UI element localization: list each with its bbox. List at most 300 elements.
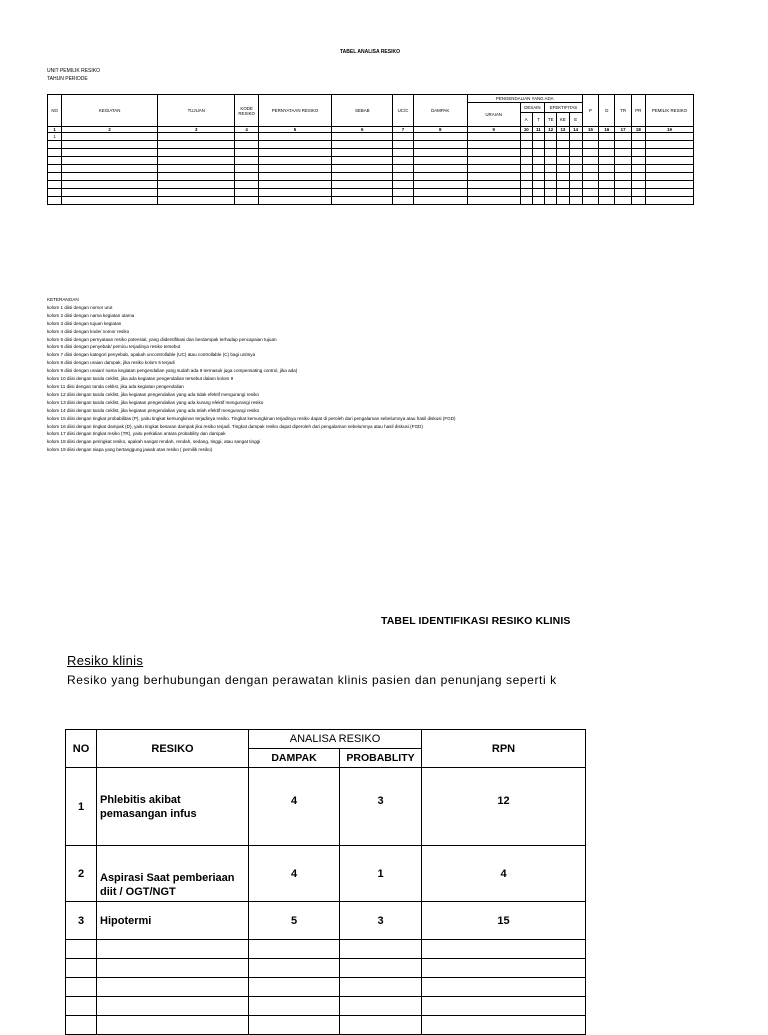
table-cell [97, 997, 249, 1016]
note-line: kolom 3 diisi dengan tujuan kegiatan [47, 320, 122, 326]
analysis-table-title: TABEL ANALISA RESIKO [339, 49, 400, 55]
table-cell [532, 157, 544, 165]
table-row [48, 141, 694, 149]
table-cell [467, 197, 520, 205]
table-cell [532, 165, 544, 173]
table-cell [645, 165, 693, 173]
table-cell [48, 165, 62, 173]
section-heading: Resiko klinis [67, 653, 144, 668]
table-cell [582, 157, 598, 165]
table-cell [569, 133, 582, 141]
table-cell [645, 133, 693, 141]
table-cell [557, 149, 569, 157]
table-cell [645, 189, 693, 197]
table-cell [158, 197, 235, 205]
column-number: 4 [235, 127, 258, 133]
table-cell [615, 197, 631, 205]
col-t-header: T [532, 113, 544, 127]
table-cell [97, 940, 249, 959]
table-cell [520, 173, 532, 181]
table-cell [467, 149, 520, 157]
note-line: kolom 13 diisi dengan tanda ceklist, jika kegiatan pengendalian yang ada kurang efektif mengurangi resiko [47, 399, 264, 405]
table-cell [393, 133, 413, 141]
col-d-header: D [599, 95, 615, 127]
table-cell [467, 189, 520, 197]
table-cell [631, 189, 645, 197]
table-cell [422, 1016, 586, 1035]
table-cell [413, 157, 467, 165]
table-cell [393, 149, 413, 157]
table-cell [645, 181, 693, 189]
table-cell: 1 [48, 133, 62, 141]
table-row [48, 149, 694, 157]
table-cell [467, 165, 520, 173]
table-cell [235, 197, 258, 205]
table-cell [332, 133, 393, 141]
table-cell [413, 181, 467, 189]
table-cell [235, 181, 258, 189]
table-cell [62, 133, 158, 141]
table-cell [545, 181, 557, 189]
col-ucc-header: UC/C [393, 95, 413, 127]
table-row [48, 189, 694, 197]
table-row [66, 902, 586, 940]
table-row [66, 940, 586, 959]
table-cell [631, 157, 645, 165]
column-number: 9 [467, 127, 520, 133]
table-cell [422, 940, 586, 959]
table-cell [258, 181, 331, 189]
table-cell [569, 197, 582, 205]
table-cell [422, 997, 586, 1016]
table-cell [631, 197, 645, 205]
table-cell [62, 197, 158, 205]
col-p-header: P [582, 95, 598, 127]
table-cell [258, 157, 331, 165]
col-dampak-header: DAMPAK [249, 749, 340, 768]
table-cell [249, 997, 340, 1016]
table-cell [48, 149, 62, 157]
col-tr-header: TR [615, 95, 631, 127]
table-cell [235, 189, 258, 197]
table-cell [645, 157, 693, 165]
table-cell [631, 133, 645, 141]
table-cell [645, 173, 693, 181]
column-number: 6 [332, 127, 393, 133]
table-cell [569, 141, 582, 149]
table-cell [97, 959, 249, 978]
table-row [66, 959, 586, 978]
note-line: kolom 11 diisi dengan tanda ceklist, jika ada kegiatan pengendalian [47, 383, 184, 389]
column-number: 3 [158, 127, 235, 133]
table-cell [235, 133, 258, 141]
table-cell [582, 141, 598, 149]
table-cell [48, 189, 62, 197]
table-cell [467, 133, 520, 141]
table-cell [532, 181, 544, 189]
table-cell [520, 165, 532, 173]
table-cell [645, 149, 693, 157]
table-cell [393, 165, 413, 173]
table-cell [340, 940, 422, 959]
col-desain-header: DESAIN [520, 103, 544, 113]
table-cell [393, 141, 413, 149]
row-resiko: Phlebitis akibat pemasangan infus [97, 768, 249, 846]
note-line: kolom 15 diisi dengan tingkat probabilitas (P), yaitu tingkat kemungkinan terjadinya resiko. Tingkat kemungkinan terjadinya resiko dapat di peroleh dari pengalaman sebelumnya atau hasil diskusi (FGD) [47, 415, 456, 421]
col-efektifitas-header: EFEKTIFITAS [545, 103, 583, 113]
row-probability: 1 [340, 846, 422, 902]
column-number: 8 [413, 127, 467, 133]
table-cell [615, 165, 631, 173]
table-cell [332, 157, 393, 165]
table-cell [48, 197, 62, 205]
year-label: TAHUN PERIODE [47, 76, 88, 82]
col-dampak-header: DAMPAK [413, 95, 467, 127]
column-number: 19 [645, 127, 693, 133]
table-cell [569, 165, 582, 173]
column-number: 17 [615, 127, 631, 133]
row-rpn: 15 [422, 902, 586, 940]
note-line: kolom 19 diisi dengan siapa yang bertanggung jawab atas resiko ( pemilik resiko) [47, 447, 213, 453]
col-pengendalian-header: PENGENDALIAN YANG ADA [467, 95, 582, 103]
col-no-header: NO [48, 95, 62, 127]
table-cell [393, 157, 413, 165]
table-cell [520, 157, 532, 165]
table-cell [393, 197, 413, 205]
table-cell [557, 181, 569, 189]
table-cell [235, 165, 258, 173]
table-cell [249, 978, 340, 997]
table-cell [557, 197, 569, 205]
col-probability-header: PROBABLITY [340, 749, 422, 768]
table-cell [615, 173, 631, 181]
row-resiko: Hipotermi [97, 902, 249, 940]
table-cell [645, 197, 693, 205]
column-number: 10 [520, 127, 532, 133]
clinical-table-title: TABEL IDENTIFIKASI RESIKO KLINIS [381, 615, 571, 627]
note-line: kolom 6 diisi dengan penyebab/ pemicu terjadinya resiko tersebut [47, 344, 181, 350]
table-cell [631, 141, 645, 149]
table-cell [413, 141, 467, 149]
table-cell [48, 181, 62, 189]
table-cell [48, 157, 62, 165]
table-cell [48, 173, 62, 181]
table-cell [332, 173, 393, 181]
table-cell [599, 197, 615, 205]
table-cell [258, 149, 331, 157]
note-line: kolom 1 diisi dengan nomor urut [47, 304, 113, 310]
note-line: kolom 16 diisi dengan tingkat dampak (D), yaitu tingkat besaran dampak jika resiko terjadi. Tingkat dampak resiko dapat diperoleh dari pengalaman sebelumnya atau hasil diskusi (FGD) [47, 423, 423, 429]
table-cell [413, 189, 467, 197]
table-cell [615, 189, 631, 197]
column-number: 5 [258, 127, 331, 133]
table-cell [158, 189, 235, 197]
table-cell [631, 173, 645, 181]
table-cell [235, 157, 258, 165]
table-cell [235, 173, 258, 181]
table-cell [413, 149, 467, 157]
table-cell [413, 197, 467, 205]
table-row [48, 173, 694, 181]
table-cell [520, 181, 532, 189]
table-cell [599, 141, 615, 149]
note-line: kolom 17 diisi dengan tingkat resiko (TR), yaitu perkalian antara probability dan dampak [47, 431, 226, 437]
column-number: 16 [599, 127, 615, 133]
table-cell [413, 173, 467, 181]
table-cell [557, 165, 569, 173]
table-cell [332, 141, 393, 149]
table-cell [615, 141, 631, 149]
table-cell [158, 157, 235, 165]
table-row [48, 197, 694, 205]
table-cell [97, 1016, 249, 1035]
table-cell [66, 997, 97, 1016]
table-cell [599, 189, 615, 197]
table-cell [258, 173, 331, 181]
table-cell [569, 157, 582, 165]
table-cell [258, 133, 331, 141]
table-cell [66, 959, 97, 978]
table-cell [66, 940, 97, 959]
unit-label: UNIT PEMILIK RESIKO [47, 68, 100, 74]
table-cell [249, 959, 340, 978]
table-cell [66, 1016, 97, 1035]
table-cell [520, 197, 532, 205]
table-cell [258, 189, 331, 197]
table-cell [467, 181, 520, 189]
table-cell [158, 141, 235, 149]
table-cell [48, 141, 62, 149]
col-a-header: A [520, 113, 532, 127]
row-no: 2 [66, 846, 97, 902]
table-cell [413, 165, 467, 173]
clinical-risk-table [65, 729, 586, 1035]
note-line: kolom 7 diisi dengan kategori penyebab, apakah uncontrollable (UC) atau controllable (C) bagi unitnya [47, 352, 256, 358]
table-cell [393, 181, 413, 189]
table-cell [569, 181, 582, 189]
table-cell [615, 181, 631, 189]
table-cell [532, 189, 544, 197]
table-cell [532, 141, 544, 149]
col-resiko-header: RESIKO [97, 730, 249, 768]
table-row [48, 181, 694, 189]
row-no: 3 [66, 902, 97, 940]
table-cell [557, 157, 569, 165]
table-cell [62, 173, 158, 181]
table-cell [599, 165, 615, 173]
table-cell [62, 157, 158, 165]
table-cell [615, 157, 631, 165]
note-line: kolom 12 diisi dengan tanda ceklist, jika kegiatan pengendalian yang ada tidak efektif mengurangi resiko [47, 391, 259, 397]
table-cell [520, 189, 532, 197]
table-cell [582, 165, 598, 173]
row-no: 1 [66, 768, 97, 846]
col-tujuan-header: TUJUAN [158, 95, 235, 127]
table-cell [545, 165, 557, 173]
table-cell [631, 149, 645, 157]
table-cell [158, 133, 235, 141]
table-row [66, 846, 586, 902]
column-number: 7 [393, 127, 413, 133]
table-cell [557, 133, 569, 141]
table-cell [569, 189, 582, 197]
column-number: 14 [569, 127, 582, 133]
analysis-table [47, 94, 694, 205]
table-cell [582, 189, 598, 197]
col-sebab-header: SEBAB [332, 95, 393, 127]
row-probability: 3 [340, 768, 422, 846]
table-cell [582, 173, 598, 181]
column-number: 15 [582, 127, 598, 133]
table-cell [599, 173, 615, 181]
table-cell [557, 141, 569, 149]
table-cell [532, 149, 544, 157]
row-dampak: 4 [249, 846, 340, 902]
table-cell [557, 173, 569, 181]
table-cell [332, 149, 393, 157]
table-cell [258, 197, 331, 205]
col-no-header: NO [66, 730, 97, 768]
column-number: 1 [48, 127, 62, 133]
column-number: 11 [532, 127, 544, 133]
table-cell [62, 141, 158, 149]
section-description: Resiko yang berhubungan dengan perawatan klinis pasien dan penunjang seperti k [67, 673, 557, 687]
column-number: 12 [545, 127, 557, 133]
col-uraian-header: URAIAN [467, 103, 520, 127]
table-cell [545, 141, 557, 149]
table-cell [393, 173, 413, 181]
table-cell [158, 173, 235, 181]
table-cell [599, 149, 615, 157]
note-line: kolom 18 diisi dengan peringkat resiko, apakah sangat rendah, rendah, sedang, tinggi, atau sangat tinggi [47, 439, 261, 445]
table-cell [582, 181, 598, 189]
table-cell [393, 189, 413, 197]
note-line: kolom 5 diisi dengan pernyataan resiko potensial, yang diidentifikasi dan berdampak terhadap pencapaian tujuan [47, 336, 277, 342]
table-cell [557, 189, 569, 197]
table-cell [545, 173, 557, 181]
row-dampak: 4 [249, 768, 340, 846]
table-cell [520, 133, 532, 141]
col-kode-header: KODE RESIKO [235, 95, 258, 127]
note-line: kolom 2 diisi dengan nama kegiatan utama [47, 312, 135, 318]
table-cell [258, 141, 331, 149]
table-cell [599, 157, 615, 165]
row-rpn: 4 [422, 846, 586, 902]
table-cell [62, 181, 158, 189]
col-kegiatan-header: KEGIATAN [62, 95, 158, 127]
table-cell [62, 189, 158, 197]
table-cell [62, 165, 158, 173]
table-row [66, 1016, 586, 1035]
table-cell [422, 978, 586, 997]
table-cell [532, 133, 544, 141]
table-cell [545, 149, 557, 157]
table-cell [582, 133, 598, 141]
table-cell [599, 181, 615, 189]
table-row [48, 157, 694, 165]
column-number: 2 [62, 127, 158, 133]
table-cell [332, 197, 393, 205]
table-cell [631, 165, 645, 173]
table-cell [569, 173, 582, 181]
row-rpn: 12 [422, 768, 586, 846]
table-cell [340, 997, 422, 1016]
col-rpn-header: RPN [422, 730, 586, 768]
table-cell [235, 141, 258, 149]
table-cell [615, 149, 631, 157]
table-cell [332, 181, 393, 189]
note-line: kolom 8 diisi dengan uraian dampak, jika resiko kolom 5 terjadi [47, 360, 175, 366]
note-line: kolom 4 diisi dengan kode/ nomor resiko [47, 328, 130, 334]
table-cell [545, 189, 557, 197]
table-cell [467, 173, 520, 181]
table-cell [532, 197, 544, 205]
col-pemilik-header: PEMILIK RESIKO [645, 95, 693, 127]
table-cell [158, 165, 235, 173]
table-cell [235, 149, 258, 157]
col-pernyataan-header: PERNYATAAN RESIKO [258, 95, 331, 127]
col-analisa-header: ANALISA RESIKO [249, 730, 422, 749]
table-cell [249, 1016, 340, 1035]
table-cell [332, 189, 393, 197]
table-cell [545, 157, 557, 165]
col-te-header: TE [545, 113, 557, 127]
table-cell [422, 959, 586, 978]
table-cell [158, 149, 235, 157]
table-cell [520, 149, 532, 157]
table-cell [582, 197, 598, 205]
table-cell [467, 157, 520, 165]
notes-title: KETERANGAN [47, 297, 79, 302]
table-row [48, 165, 694, 173]
table-cell [158, 181, 235, 189]
row-probability: 3 [340, 902, 422, 940]
table-cell [249, 940, 340, 959]
table-row [48, 133, 694, 141]
col-e-header: E [569, 113, 582, 127]
table-cell [545, 197, 557, 205]
note-line: kolom 9 diisi dengan uraian/ nama kegiatan pengendalian yang sudah ada 9 termasuk juga compensating control, jika ada) [47, 368, 298, 374]
table-cell [545, 133, 557, 141]
table-cell [520, 141, 532, 149]
col-ke-header: KE [557, 113, 569, 127]
note-line: kolom 10 diisi dengan tanda ceklist, jika ada kegiatan pengendalian tersebut dalam kolom 9 [47, 376, 234, 382]
table-row [66, 997, 586, 1016]
table-cell [599, 133, 615, 141]
table-cell [340, 1016, 422, 1035]
notes-block [47, 296, 707, 454]
note-line: kolom 14 diisi dengan tanda ceklist, jika kegiatan pengendalian yang ada telah efektif mengurangi resiko [47, 407, 260, 413]
table-cell [532, 173, 544, 181]
column-number: 13 [557, 127, 569, 133]
table-cell [66, 978, 97, 997]
table-cell [413, 133, 467, 141]
table-cell [340, 978, 422, 997]
table-cell [615, 133, 631, 141]
table-cell [332, 165, 393, 173]
table-cell [340, 959, 422, 978]
table-cell [582, 149, 598, 157]
table-cell [258, 165, 331, 173]
table-cell [645, 141, 693, 149]
table-cell [62, 149, 158, 157]
table-cell [631, 181, 645, 189]
col-pr-header: PR [631, 95, 645, 127]
table-cell [97, 978, 249, 997]
row-resiko: Aspirasi Saat pemberiaan diit / OGT/NGT [97, 846, 249, 902]
column-number: 18 [631, 127, 645, 133]
table-cell [467, 141, 520, 149]
